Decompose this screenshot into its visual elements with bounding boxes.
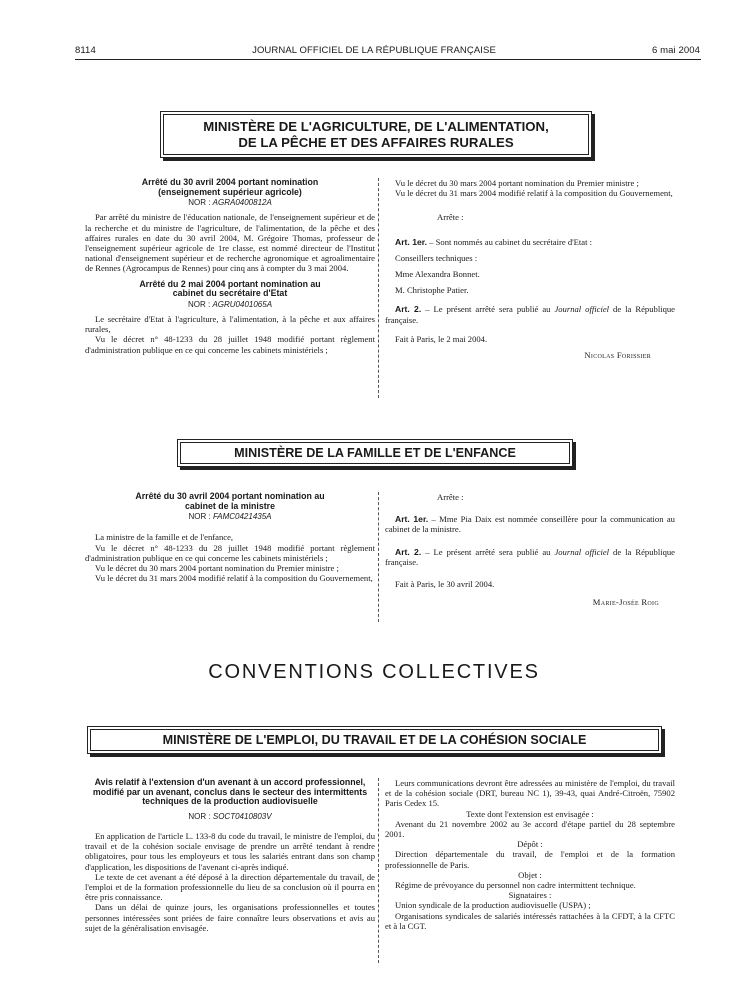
article-2: Art. 2. – Le présent arrêté sera publié au Journal officiel de la République française. [385,304,675,325]
ministry-box-agriculture [160,111,592,158]
appointee-name: M. Christophe Patier. [395,285,469,296]
subheading: Texte dont l'extension est envisagée : [466,808,594,819]
ministry-box-famille [177,439,573,467]
nor-reference: NOR : FAMC0421435A [188,512,272,522]
avis-title: Avis relatif à l'extension d'un avenant à un accord professionnel, modifié par un avenant, conclus dans le secteur des intermittents techniques de la production audiovisuelle [92,777,368,807]
column-separator [378,778,379,963]
section3-left-column [85,778,375,933]
arrete-paragraph: Vu le décret n° 48-1233 du 28 juillet 1948 modifié portant règlement d'administration publique en ce qui concerne les cabinets ministériels ; [85,542,375,563]
article-1: Art. 1er. – Mme Pia Daix est nommée conseillère pour la communication au cabinet de la ministre. [385,514,675,535]
section2-left-column [85,492,375,583]
section1-left-column [85,178,375,355]
avis-paragraph: Dans un délai de quinze jours, les organisations professionnelles et toutes personnes intéressées sont priées de faire connaître leurs observations et avis au sujet de la généralisation envisagée. [85,902,375,933]
ministry-title: MINISTÈRE DE LA FAMILLE ET DE L'ENFANCE [180,442,570,464]
signature: Marie-Josée Roig [592,597,659,608]
column-separator [378,178,379,398]
header-rule [75,59,701,60]
arrete-paragraph: Vu le décret n° 48-1233 du 28 juillet 1948 modifié portant règlement d'administration publique en ce qui concerne les cabinets ministériels ; [85,334,375,355]
subheading: Signataires : [508,890,552,901]
appointee-name: Mme Alexandra Bonnet. [395,269,480,280]
nor-reference: NOR : SOCT0410803V [188,811,272,821]
avis-paragraph: Le texte de cet avenant a été déposé à la direction départementale du travail, de l'emploi et de la formation professionnelle du lieu de sa conclusion où il pourra en être pris connaissance. [85,871,375,903]
ministry-title-line2: DE LA PÊCHE ET DES AFFAIRES RURALES [238,135,514,150]
avis-paragraph: En application de l'article L. 133-8 du code du travail, le ministre de l'emploi, du travail et de la cohésion sociale envisage de prendre un arrêté tendant à rendre obligatoires, pour tous les employeurs et tous les salariés entrant dans son champ d'application, les dispositions de l'avenant ci-après indiqué. [85,830,375,872]
avis-paragraph: Organisations syndicales de salariés intéressés rattachées à la CFDT, à la CFTC et à la CGT. [385,910,675,931]
section1-right-column [385,178,675,360]
signature: Nicolas Forissier [584,350,651,361]
arrete-title: Arrêté du 30 avril 2004 portant nomination (enseignement supérieur agricole) [141,177,319,197]
article-1: Art. 1er. – Sont nommés au cabinet du secrétaire d'Etat : [395,236,593,247]
arrete-label: Arrête : [437,212,464,223]
issue-date: 6 mai 2004 [651,45,700,56]
subheading: Objet : [518,869,542,880]
arrete-paragraph: Vu le décret du 31 mars 2004 modifié relatif à la composition du Gouvernement, [395,188,673,199]
nor-reference: NOR : AGRA0400812A [188,198,272,208]
journal-title: JOURNAL OFFICIEL DE LA RÉPUBLIQUE FRANÇAISE [252,45,496,56]
arrete-title: Arrêté du 2 mai 2004 portant nomination au cabinet du secrétaire d'Etat [139,278,321,299]
nor-reference: NOR : AGRU0401065A [187,299,273,309]
avis-paragraph: Union syndicale de la production audiovisuelle (USPA) ; [395,900,591,911]
article-2: Art. 2. – Le présent arrêté sera publié au Journal officiel de la République française. [385,546,675,567]
subheading: Dépôt : [517,839,543,850]
arrete-paragraph: Le secrétaire d'Etat à l'agriculture, à l'alimentation, à la pêche et aux affaires rurales, [85,314,375,335]
section3-right-column [385,778,675,931]
column-separator [378,492,379,622]
avis-paragraph: Avenant du 21 novembre 2002 au 3e accord d'étape partiel du 28 septembre 2001. [385,818,675,840]
ministry-box-emploi [87,726,662,754]
fait-a-paris: Fait à Paris, le 30 avril 2004. [395,579,495,590]
arrete-paragraph: Vu le décret du 30 mars 2004 portant nomination du Premier ministre ; [395,178,639,188]
ministry-title-line1: MINISTÈRE DE L'AGRICULTURE, DE L'ALIMENTATION, [203,119,549,134]
arrete-label: Arrête : [437,492,464,502]
section2-right-column [385,492,675,607]
arrete-title: Arrêté du 30 avril 2004 portant nomination au cabinet de la ministre [135,491,325,511]
avis-paragraph: Direction départementale du travail, de l'emploi et de la formation professionnelle de Paris. [385,849,675,870]
avis-paragraph: Leurs communications devront être adressées au ministère de l'emploi, du travail et de la cohésion sociale (DRT, bureau NC 1), 39-43, quai André-Citroën, 75902 Paris Cedex 15. [385,778,675,809]
arrete-paragraph: Vu le décret du 30 mars 2004 portant nomination du Premier ministre ; [95,563,339,573]
conseillers-label: Conseillers techniques : [395,252,478,263]
conventions-heading: CONVENTIONS COLLECTIVES [208,661,540,683]
arrete-paragraph: Vu le décret du 31 mars 2004 modifié relatif à la composition du Gouvernement, [95,573,373,584]
avis-paragraph: Régime de prévoyance du personnel non cadre intermittent technique. [395,880,636,891]
fait-a-paris: Fait à Paris, le 2 mai 2004. [395,333,488,344]
arrete-paragraph: Par arrêté du ministre de l'éducation nationale, de l'enseignement supérieur et de la recherche et du ministre de l'agriculture, de l'alimentation, de la pêche et des affaires rurales en date du 30 avril 2004, M. Grégoire Thomas, professeur de l'enseignement supérieur agricole de 1re classe, est nommé directeur de l'Institut national d'enseignement supérieur et de recherche agronomique et agroalimentaire de Rennes (Agrocampus de Rennes) pour cinq ans à compter du 3 mai 2004. [85,212,375,274]
page-number: 8114 [75,45,96,56]
ministry-title: MINISTÈRE DE L'EMPLOI, DU TRAVAIL ET DE LA COHÉSION SOCIALE [90,729,659,751]
arrete-paragraph: La ministre de la famille et de l'enfance, [95,532,234,543]
